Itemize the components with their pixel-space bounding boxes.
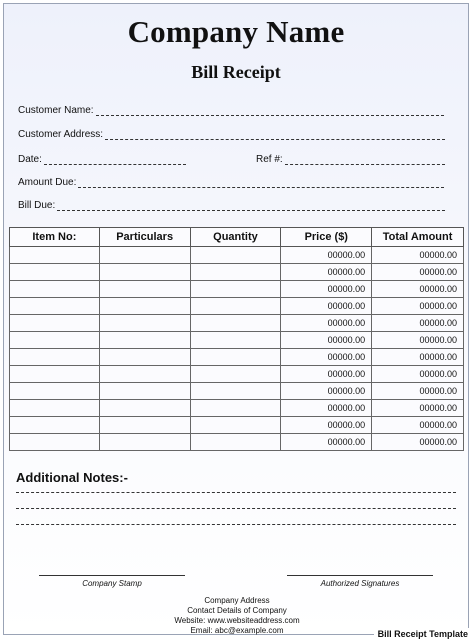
amount-due-line <box>78 179 444 188</box>
table-cell <box>10 349 100 366</box>
table-cell <box>99 434 190 451</box>
table-cell: 00000.00 <box>281 332 372 349</box>
table-cell: 00000.00 <box>372 400 464 417</box>
table-row <box>10 434 464 451</box>
table-cell <box>190 434 281 451</box>
table-row <box>10 281 464 298</box>
table-cell <box>10 400 100 417</box>
amount-due-label: Amount Due: <box>18 177 77 188</box>
bill-due-field <box>18 200 445 211</box>
table-cell: 00000.00 <box>281 400 372 417</box>
table-row <box>10 315 464 332</box>
table-row <box>10 400 464 417</box>
table-row <box>10 417 464 434</box>
column-header: Total Amount <box>372 228 464 247</box>
stamp-line <box>39 575 185 576</box>
table-cell <box>190 298 281 315</box>
column-header: Quantity <box>190 228 281 247</box>
table-cell <box>10 417 100 434</box>
table-cell: 00000.00 <box>372 349 464 366</box>
amount-due-field <box>18 177 444 188</box>
table-cell <box>99 417 190 434</box>
table-cell <box>190 247 281 264</box>
table-cell <box>99 332 190 349</box>
table-cell <box>10 247 100 264</box>
note-line <box>16 492 456 493</box>
table-cell <box>10 298 100 315</box>
table-cell <box>10 281 100 298</box>
table-cell <box>99 366 190 383</box>
date-label: Date: <box>18 154 42 165</box>
table-cell <box>99 400 190 417</box>
company-contact: Contact Details of Company <box>187 606 287 615</box>
items-table <box>9 227 464 451</box>
date-line <box>44 156 186 165</box>
ref-label: Ref #: <box>256 154 283 165</box>
table-cell <box>10 383 100 400</box>
ref-field <box>256 154 445 165</box>
table-cell: 00000.00 <box>281 281 372 298</box>
company-website: Website: www.websiteaddress.com <box>174 616 300 625</box>
table-cell <box>190 400 281 417</box>
table-cell: 00000.00 <box>281 417 372 434</box>
date-field <box>18 154 186 165</box>
table-row <box>10 332 464 349</box>
table-cell: 00000.00 <box>281 366 372 383</box>
customer-name-field <box>18 105 444 116</box>
customer-address-field <box>18 129 445 140</box>
authorized-signatures-label: Authorized Signatures <box>320 579 400 588</box>
table-cell <box>190 366 281 383</box>
template-badge: Bill Receipt Template <box>374 628 472 640</box>
customer-name-line <box>96 107 444 116</box>
table-row <box>10 383 464 400</box>
customer-name-label: Customer Name: <box>18 105 94 116</box>
table-cell: 00000.00 <box>372 281 464 298</box>
table-cell <box>190 383 281 400</box>
table-cell: 00000.00 <box>372 315 464 332</box>
table-cell: 00000.00 <box>281 383 372 400</box>
table-cell: 00000.00 <box>281 434 372 451</box>
table-header-row <box>10 228 464 247</box>
table-row <box>10 298 464 315</box>
company-email: Email: abc@example.com <box>190 626 284 635</box>
column-header: Item No: <box>10 228 100 247</box>
table-cell: 00000.00 <box>281 315 372 332</box>
table-cell <box>99 247 190 264</box>
document-title: Bill Receipt <box>191 62 281 82</box>
customer-address-label: Customer Address: <box>18 129 104 140</box>
table-cell <box>99 349 190 366</box>
company-name: Company Name <box>127 14 345 49</box>
table-cell <box>190 349 281 366</box>
table-cell: 00000.00 <box>281 264 372 281</box>
note-line <box>16 508 456 509</box>
table-cell: 00000.00 <box>372 247 464 264</box>
customer-address-line <box>105 131 445 140</box>
table-cell: 00000.00 <box>281 247 372 264</box>
table-cell: 00000.00 <box>372 434 464 451</box>
signature-line <box>287 575 433 576</box>
table-cell: 00000.00 <box>372 264 464 281</box>
table-cell <box>190 315 281 332</box>
table-row <box>10 247 464 264</box>
table-cell <box>190 332 281 349</box>
table-row <box>10 264 464 281</box>
table-cell <box>10 434 100 451</box>
table-cell <box>99 315 190 332</box>
table-cell <box>99 281 190 298</box>
table-row <box>10 366 464 383</box>
column-header: Price ($) <box>281 228 372 247</box>
table-cell: 00000.00 <box>281 298 372 315</box>
table-cell <box>10 264 100 281</box>
table-row <box>10 349 464 366</box>
table-cell <box>10 366 100 383</box>
bill-due-line <box>57 202 445 211</box>
company-address: Company Address <box>204 596 270 605</box>
table-cell: 00000.00 <box>372 332 464 349</box>
table-cell <box>99 298 190 315</box>
table-cell <box>10 315 100 332</box>
table-cell: 00000.00 <box>372 366 464 383</box>
table-cell: 00000.00 <box>372 383 464 400</box>
table-cell <box>10 332 100 349</box>
ref-line <box>285 156 445 165</box>
table-cell: 00000.00 <box>372 417 464 434</box>
company-stamp-label: Company Stamp <box>82 579 142 588</box>
notes-label: Additional Notes:- <box>16 470 128 485</box>
column-header: Particulars <box>99 228 190 247</box>
table-cell <box>190 417 281 434</box>
table-cell <box>99 264 190 281</box>
bill-due-label: Bill Due: <box>18 200 56 211</box>
table-cell <box>99 383 190 400</box>
table-cell: 00000.00 <box>281 349 372 366</box>
table-cell: 00000.00 <box>372 298 464 315</box>
table-cell <box>190 281 281 298</box>
table-cell <box>190 264 281 281</box>
note-line <box>16 524 456 525</box>
